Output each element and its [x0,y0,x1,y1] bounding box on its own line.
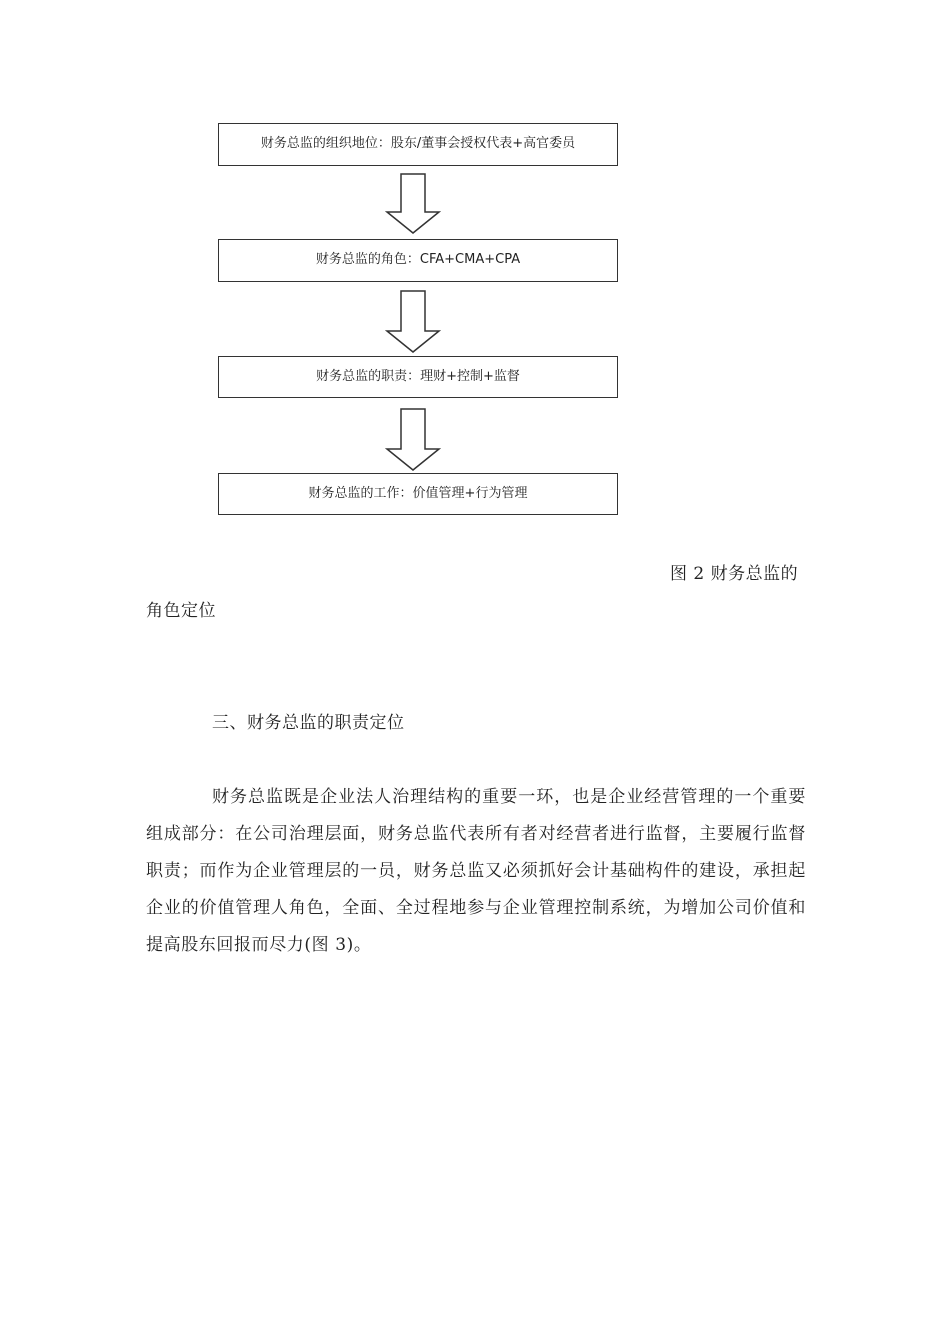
flow-box-label: 财务总监的工作：价值管理+行为管理 [308,486,528,501]
flow-box-work [218,473,618,515]
flow-box-role [218,239,618,282]
body-paragraph: 财务总监既是企业法人治理结构的重要一环，也是企业经营管理的一个重要组成部分：在公司治理层面，财务总监代表所有者对经营者进行监督，主要履行监督职责；而作为企业管理层的一员，财务总监又必须抓好会计基础构件的建设，承担起企业的价值管理人角色，全面、全过程地参与企业管理控制系统，为增加公司价值和提高股东回报而尽力(图 3)。 [146,787,806,955]
flow-box-label: 财务总监的组织地位：股东/董事会授权代表+高官委员 [260,136,576,151]
section-heading: 三、财务总监的职责定位 [212,713,405,733]
flow-box-label: 财务总监的职责：理财+控制+监督 [316,369,520,384]
down-arrow-icon [385,173,441,235]
down-arrow-icon [385,408,441,472]
figure-caption-line1: 图 2 财务总监的 [670,564,799,584]
flow-box-organizational-status [218,123,618,166]
figure-caption-line2: 角色定位 [146,601,216,621]
flow-box-label: 财务总监的角色：CFA+CMA+CPA [315,252,521,267]
flow-box-duties [218,356,618,398]
down-arrow-icon [385,290,441,354]
